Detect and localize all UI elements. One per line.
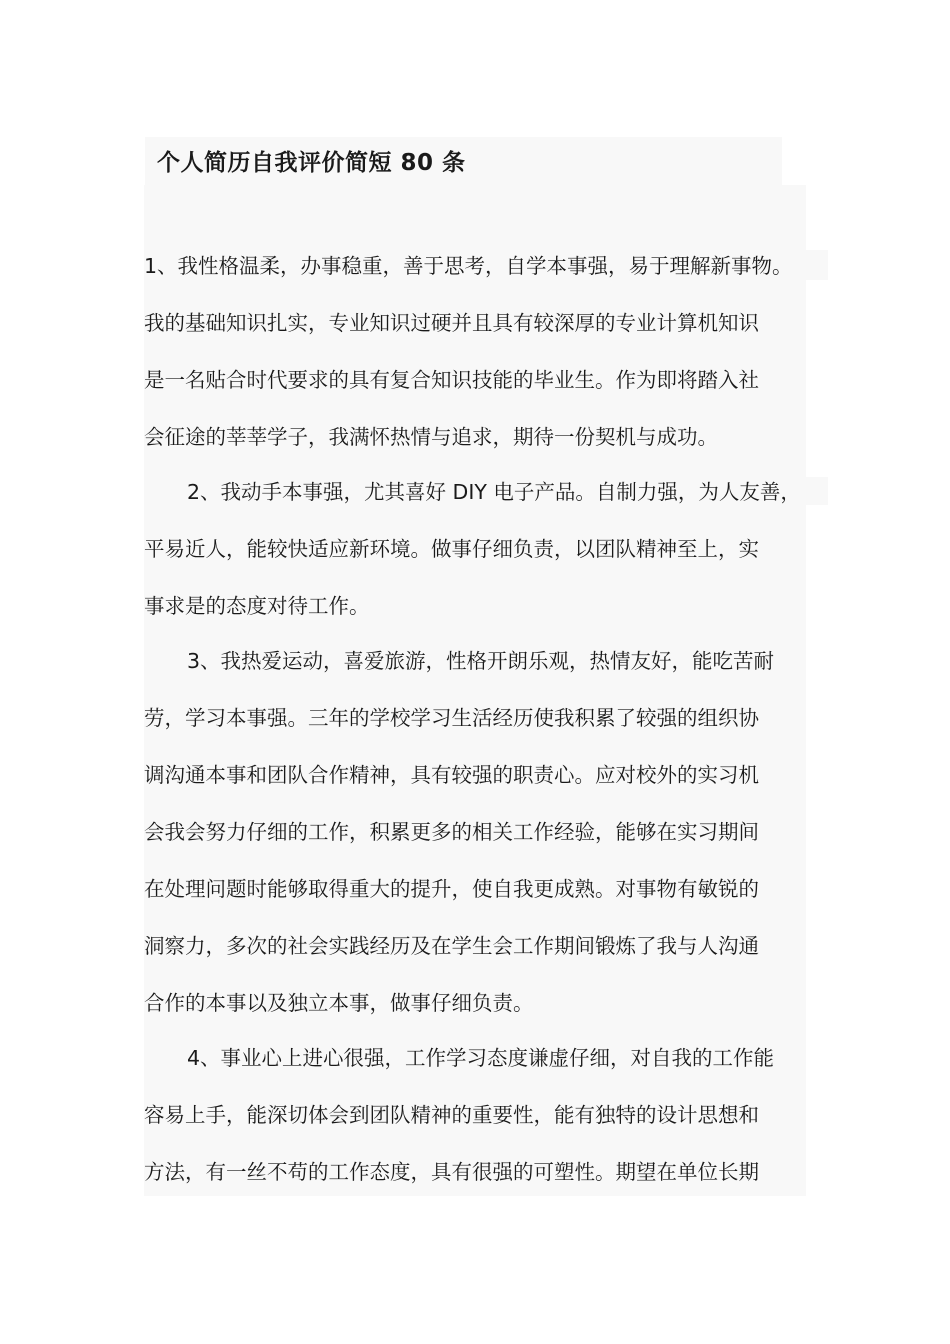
text-line: 在处理问题时能够取得重大的提升，使自我更成熟。对事物有敏锐的: [144, 877, 759, 901]
text-line: 事求是的态度对待工作。: [144, 594, 370, 618]
text-line: 4、事业心上进心很强，工作学习态度谦虚仔细，对自我的工作能: [187, 1046, 775, 1070]
text-line: 2、我动手本事强，尤其喜好 DIY 电子产品。自制力强，为人友善，: [187, 480, 801, 504]
text-line: 会我会努力仔细的工作，积累更多的相关工作经验，能够在实习期间: [144, 820, 759, 844]
highlight-overflow: [806, 250, 828, 280]
text-line: 3、我热爱运动，喜爱旅游，性格开朗乐观，热情友好，能吃苦耐: [187, 649, 775, 673]
text-line: 容易上手，能深切体会到团队精神的重要性，能有独特的设计思想和: [144, 1103, 759, 1127]
text-line: 调沟通本事和团队合作精神，具有较强的职责心。应对校外的实习机: [144, 763, 759, 787]
text-line: 洞察力，多次的社会实践经历及在学生会工作期间锻炼了我与人沟通: [144, 934, 759, 958]
text-line: 我的基础知识扎实，专业知识过硬并且具有较深厚的专业计算机知识: [144, 311, 759, 335]
text-line: 1、我性格温柔，办事稳重，善于思考，自学本事强，易于理解新事物。: [144, 254, 793, 278]
text-line: 会征途的莘莘学子，我满怀热情与追求，期待一份契机与成功。: [144, 425, 718, 449]
text-line: 劳，学习本事强。三年的学校学习生活经历使我积累了较强的组织协: [144, 706, 759, 730]
text-line: 平易近人，能较快适应新环境。做事仔细负责，以团队精神至上，实: [144, 537, 759, 561]
highlight-overflow: [806, 477, 828, 505]
text-line: 合作的本事以及独立本事，做事仔细负责。: [144, 991, 534, 1015]
text-line: 方法，有一丝不苟的工作态度，具有很强的可塑性。期望在单位长期: [144, 1160, 759, 1184]
text-line: 是一名贴合时代要求的具有复合知识技能的毕业生。作为即将踏入社: [144, 368, 759, 392]
document-title: 个人简历自我评价简短 80 条: [157, 150, 466, 176]
